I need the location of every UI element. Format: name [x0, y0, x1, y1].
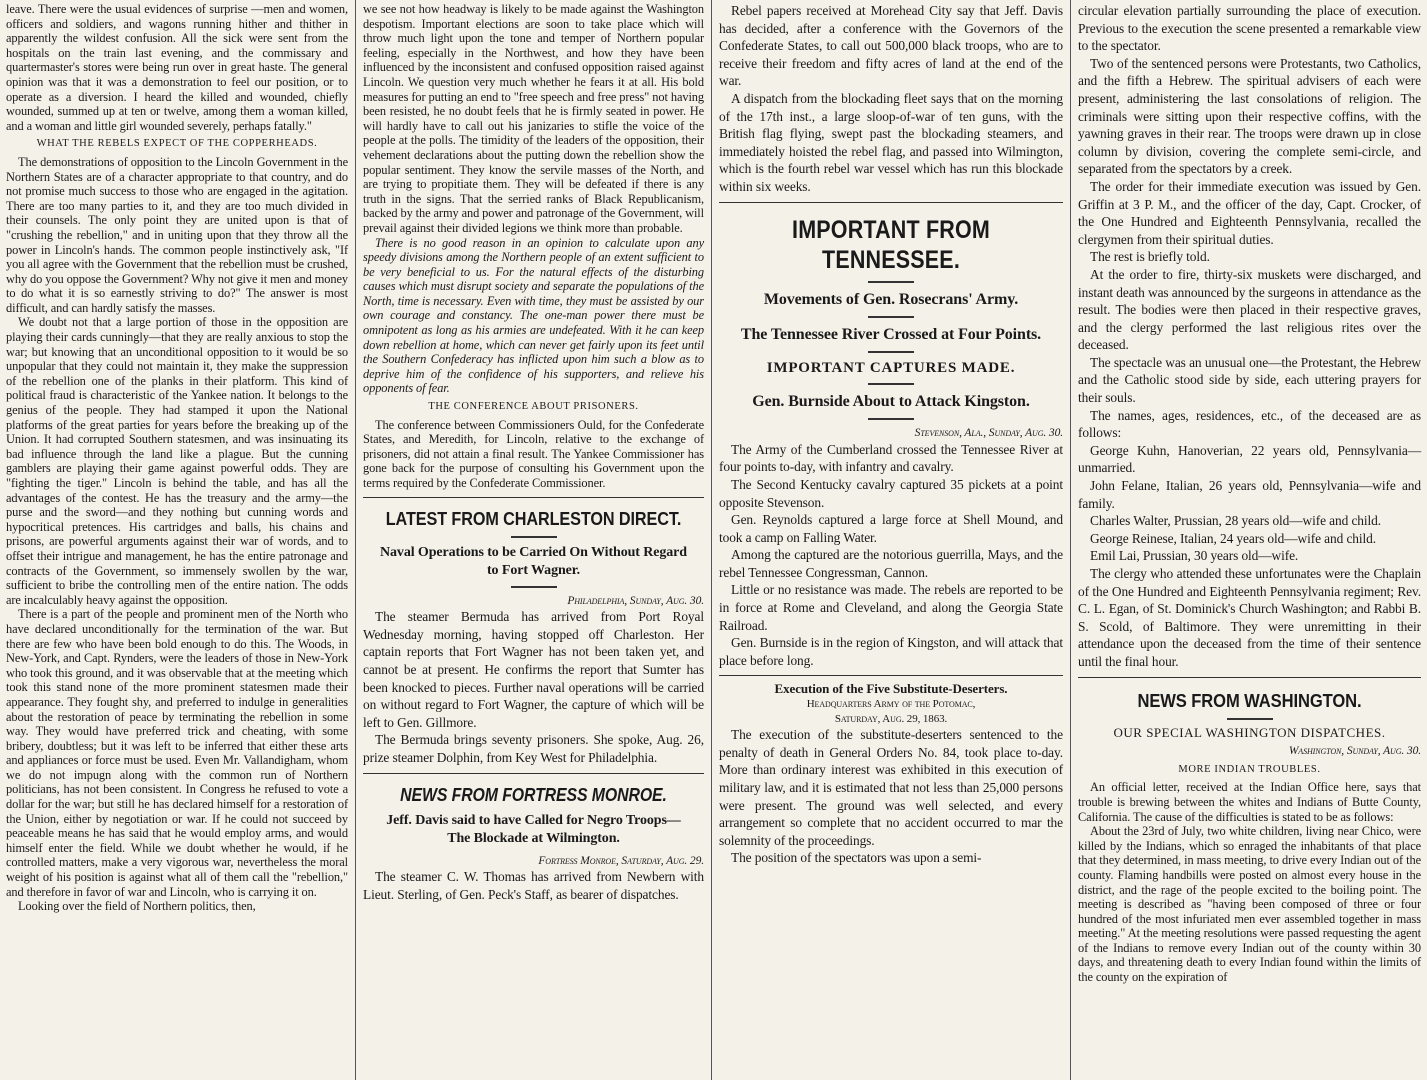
list-item: Emil Lai, Prussian, 30 years old—wife.	[1090, 548, 1299, 564]
paragraph: The spectacle was an unusual one—the Protestant, the Hebrew and the Catholic stood side by side, each uttering prayers for their souls.	[1078, 354, 1421, 406]
paragraph: The rest is briefly told.	[1090, 249, 1210, 265]
paragraph: Looking over the field of Northern politics, then,	[18, 899, 256, 914]
divider	[363, 773, 704, 774]
column-rule	[1070, 0, 1071, 1080]
headline-execution: Execution of the Five Substitute-Deserters.	[774, 681, 1008, 697]
dateline: Headquarters Army of the Potomac,	[806, 698, 976, 711]
paragraph: leave. There were the usual evidences of surprise —men and women, officers and soldiers, and wagons running hither and thither in apparently the wildest confusion. All the sick were sent from the hospitals on the train last evening, and the commissary and quartermaster's stores were being run over in great haste. The general opinion was that it was a demonstration to feel our position, or to operate as a diversion. I heard the killed and wounded, chiefly wounded, summed up at ten or twelve, among them a woman killed, and a woman and little girl wounded severely, perhaps fatally."	[6, 2, 348, 133]
deck-burnside: Gen. Burnside About to Attack Kingston.	[752, 393, 1030, 411]
list-item: Charles Walter, Prussian, 28 years old—wife and child.	[1090, 513, 1381, 529]
dateline: Saturday, Aug. 29, 1863.	[834, 712, 948, 725]
paragraph: Rebel papers received at Morehead City say that Jeff. Davis has decided, after a conference with the Governors of the Confederate States, to call out 500,000 black troops, who are to receive their freedom and fifty acres of land at the end of the war.	[719, 3, 1063, 89]
paragraph: The clergy who attended these unfortunates were the Chaplain of the One Hundred and Eighteenth Pennsylvania regiment; Rev. C. L. Egan, of St. Dominick's Church Washington; and Rabbi B. S. Scold, of Baltimore. They were unremitting in their attendance upon the deceased from the time of their sentence until the final hour.	[1078, 566, 1421, 669]
divider	[719, 675, 1063, 676]
divider	[868, 418, 914, 420]
paragraph: The names, ages, residences, etc., of the deceased are as follows:	[1078, 407, 1421, 441]
deck-rosecrans: Movements of Gen. Rosecrans' Army.	[763, 290, 1019, 308]
dateline: Stevenson, Ala., Sunday, Aug. 30.	[914, 427, 1063, 440]
headline-tennessee: IMPORTANT FROM TENNESSEE.	[792, 215, 990, 274]
paragraph: The conference between Commissioners Ould, for the Confederate States, and Meredith, for Lincoln, relative to the exchange of prisoners, did not attain a final result. The Yankee Commissioner has gone back for the purpose of consulting his Government upon the terms required by the Confederate Commissioner.	[363, 417, 704, 490]
divider	[511, 586, 557, 588]
headline-washington: NEWS FROM WASHINGTON.	[1137, 690, 1362, 711]
deck-captures: IMPORTANT CAPTURES MADE.	[766, 359, 1016, 376]
column-4	[1072, 0, 1427, 1080]
divider	[1227, 718, 1273, 720]
paragraph: we see not how headway is likely to be made against the Washington despotism. Important elections are soon to take place which will throw much light upon the tone and temper of Northern popular feeling, especially in the Northwest, and how they have been influenced by the inconsistent and confused opposition raised against Lincoln. We question very much whether he fears it at all. His bold measures for putting an end to "free speech and free press" not having been resisted, he no doubt feels that he is firmly seated in power. He will hardly have to call out his janizaries to stifle the voice of the people at the polls. The timidity of the leaders of the opposition, their vehement declarations about the putting down the rebellion show the popular sentiment. They know the servile masses of the North, and are trying to propitiate them. They will be defeated if there is any truth in the signs. That the serried ranks of Black Republicanism, backed by the army and power and patronage of the Government, will prevail against their divided legions we think more than probable.	[363, 2, 704, 235]
paragraph: Gen. Reynolds captured a large force at Shell Mound, and took a camp on Falling Water.	[719, 512, 1063, 545]
divider	[363, 497, 704, 498]
divider	[511, 536, 557, 538]
paragraph: A dispatch from the blockading fleet says that on the morning of the 17th inst., a large sloop-of-war of ten guns, with the British flag flying, swept past the blockading steamers, and immediately hoisted the rebel flag, and passed into Wilmington, which is the fourth rebel war vessel which has run this blockade within six weeks.	[719, 90, 1063, 194]
list-item: John Felane, Italian, 26 years old, Pennsylvania—wife and family.	[1078, 478, 1421, 511]
subheading: OUR SPECIAL WASHINGTON DISPATCHES.	[1113, 724, 1386, 740]
deck-tennessee-river: The Tennessee River Crossed at Four Points.	[740, 325, 1042, 343]
dateline: Washington, Sunday, Aug. 30.	[1288, 745, 1421, 758]
paragraph: Gen. Burnside is in the region of Kingston, and will attack that place before long.	[719, 635, 1063, 668]
paragraph: At the order to fire, thirty-six muskets were discharged, and instant death was announced by the surgeons in attendance as the result. The bodies were then placed in their respective graves, and the clergy performed the last religious rites over the deceased.	[1078, 266, 1421, 353]
paragraph: An official letter, received at the Indian Office here, says that trouble is brewing between the whites and Indians of Butte County, California. The cause of the difficulties is stated to be as follows:	[1078, 780, 1421, 824]
section-heading: WHAT THE REBELS EXPECT OF THE COPPERHEADS.	[36, 138, 318, 150]
divider	[868, 316, 914, 318]
paragraph: Among the captured are the notorious guerrilla, Mays, and the rebel Tennessee Congressman, Cannon.	[719, 547, 1063, 580]
paragraph: The demonstrations of opposition to the Lincoln Government in the Northern States are of a character appropriate to that country, and do not promise much success to those who are engaged in the agitation. There are too many parties to it, and they are too much divided in their counsels. The only point they are united upon is that of "crushing the rebellion," and in uniting upon that they throw all the power in Lincoln's hands. The common people instinctively ask, "If you all agree with the Government that the rebellion must be crushed, why do you oppose the Government? Why not give it men and money to do what it is so earnestly striving to do?" The answer is most difficult, and can hardly satisfy the masses.	[6, 154, 348, 315]
paragraph: Little or no resistance was made. The rebels are reported to be in force at Rome and Cleveland, and along the Georgia State Railroad.	[719, 582, 1063, 633]
column-1	[0, 0, 354, 1080]
paragraph: The order for their immediate execution was issued by Gen. Griffin at 3 P. M., and the officer of the day, Capt. Crocker, of the One Hundred and Eighteenth Pennsylvania, recalled the clergymen from their spiritual duties.	[1078, 178, 1421, 247]
dateline: Fortress Monroe, Saturday, Aug. 29.	[538, 854, 704, 867]
paragraph: Two of the sentenced persons were Protestants, two Catholics, and the fifth a Hebrew. The spiritual advisers of each were present, administering the last consolations of religion. The criminals were sitting upon their respective coffins, with the yawning graves in their rear. The troops were drawn up in close column by division, covering the complete semi-circle, and separated from the spectators by a creek.	[1078, 55, 1421, 177]
section-heading: THE CONFERENCE ABOUT PRISONERS.	[428, 401, 639, 413]
headline-charleston: LATEST FROM CHARLESTON DIRECT.	[385, 508, 682, 529]
column-rule	[355, 0, 356, 1080]
divider	[868, 351, 914, 353]
dateline: Philadelphia, Sunday, Aug. 30.	[567, 594, 704, 607]
paragraph: The steamer C. W. Thomas has arrived from Newbern with Lieut. Sterling, of Gen. Peck's Staff, as bearer of dispatches.	[363, 869, 704, 902]
paragraph: The Army of the Cumberland crossed the Tennessee River at four points to-day, with infantry and cavalry.	[719, 441, 1063, 475]
paragraph: We doubt not that a large portion of those in the opposition are playing their cards cunningly—that they are really anxious to stop the war; but knowing that an unconditional opposition to it would be so unpopular that they could not maintain it, they make the suppression of the rebellion one of the planks in their platform. This kind of political fraud is characteristic of the Yankee nation. It belongs to the genius of the people. They had stamped it upon the National platforms of the great parties for years before the breaking up of the Union. It had corrupted Southern statesmen, and was insinuating its bad influence through the land like a plague. But the cunning gamblers are playing their game against powerful odds. They are "fighting the tiger." Lincoln is behind the table, and has all the advantages of the contest. He has the treasury and the army—the purse and the sword—and they nothing but cunning words and hypocritical pretences. His cartridges and balls, his chains and prisons, are powerful arguments against their war of words, and to offset their intrigue and management, he has the entire patronage and contracts of the Government, so immensely swollen by the war, sufficient to bribe the controlling men of the entire nation. The odds are incalculably heavy against the opposition.	[6, 315, 348, 607]
list-item: George Reinese, Italian, 24 years old—wife and child.	[1090, 530, 1376, 546]
deck-monroe: Jeff. Davis said to have Called for Negro Troops—The Blockade at Wilmington.	[386, 812, 681, 846]
paragraph: The execution of the substitute-deserters sentenced to the penalty of death in General Orders No. 84, took place to-day. More than ordinary interest was exhibited in this execution of military law, and it is estimated that not less than 25,000 persons were present. The ground was well selected, and every arrangement so complete that no accident occurred to mar the solemnity of the proceedings.	[719, 727, 1063, 848]
divider	[868, 281, 914, 283]
headline-monroe: NEWS FROM FORTRESS MONROE.	[400, 784, 667, 805]
column-rule	[711, 0, 712, 1080]
paragraph: circular elevation partially surrounding the place of execution. Previous to the execution the scene presented a remarkable view to the spectator.	[1078, 3, 1421, 54]
paragraph: About the 23rd of July, two white children, living near Chico, were killed by the Indians, which so enraged the inhabitants of that place that they determined, in mass meeting, to drive every Indian out of the county. Flaming handbills were posted on almost every house in the district, and the rage of the people excited to the boiling point. The meeting is described as "having been composed of three or four hundred of the most infuriated men ever assembled together in mass meeting." At the meeting resolutions were passed requesting the agent of the Indians to remove every Indian out of the county within 30 days, and threatening death to every Indian found within the limits of the county on the expiration of	[1078, 824, 1421, 985]
paragraph: The Bermuda brings seventy prisoners. She spoke, Aug. 26, prize steamer Dolphin, from Key West for Philadelphia.	[363, 732, 704, 765]
list-item: George Kuhn, Hanoverian, 22 years old, Pennsylvania—unmarried.	[1078, 442, 1421, 476]
column-2	[357, 0, 710, 1080]
column-3	[713, 0, 1069, 1080]
deck-charleston: Naval Operations to be Carried On Without Regard to Fort Wagner.	[380, 544, 687, 578]
divider	[868, 383, 914, 385]
divider	[719, 202, 1063, 203]
paragraph: The position of the spectators was upon a semi-	[731, 850, 982, 866]
paragraph: The steamer Bermuda has arrived from Port Royal Wednesday morning, having stopped off Charleston. Her captain reports that Fort Wagner has not been taken yet, and cannot be at present. He confirms the report that Sumter has been knocked to pieces. Further naval operations will be carried on without regard to Fort Wagner, the capture of which will be left to Gen. Gillmore.	[363, 609, 704, 730]
paragraph: There is a part of the people and prominent men of the North who have declared unconditionally for the termination of the war. But there are few who have been bold enough to do this. The Woods, in New-York, and Capt. Rynders, were the leaders of those in New-York who took this ground, and it was observable that at the meeting which took this stand none of the more prominent statesmen made their appearance. They fought shy, and preferred to indulge in generalities about the restoration of peace by terminating the rebellion in some way. They would have preferred trick and cheating, with some bribery, doubtless; but it was left to be inferred that either these arts and appliances or force must be used. Even Mr. Vallandigham, whom we do not impugn along with the common run of Northern politicians, has not been consistent. In Congress he refused to vote a dollar for the war; but still he has declared himself for a restoration of the Union, either by negotiation or war. If he could not succeed by peaceable means he has said that he would employ arms, and would himself enter the field. While we doubt whether he would, if he controlled matters, make a very vigorous war, nevertheless the moral weight of his position is against what all of them call the "rebellion," and therefore in favor of war and Lincoln, who is carrying it on.	[6, 607, 348, 899]
divider	[1078, 677, 1421, 678]
subheading: MORE INDIAN TROUBLES.	[1178, 763, 1321, 775]
paragraph: There is no good reason in an opinion to calculate upon any speedy divisions among the Northern people of an extent sufficient to be very beneficial to us. For the natural effects of the disturbing causes which must disrupt society and separate the populations of the North, time is necessary. Even with time, they must be assisted by our own courage and constancy. The one-man power there must be omnipotent as long as his armies are undefeated. With it he can keep down rebellion at home, which can never get fairly upon its feet until the Southern Confederacy has inflicted upon him such a blow as to deprive him of the confidence of his supporters, and relieve his opponents of fear.	[363, 235, 704, 396]
paragraph: The Second Kentucky cavalry captured 35 pickets at a point opposite Stevenson.	[719, 476, 1063, 510]
